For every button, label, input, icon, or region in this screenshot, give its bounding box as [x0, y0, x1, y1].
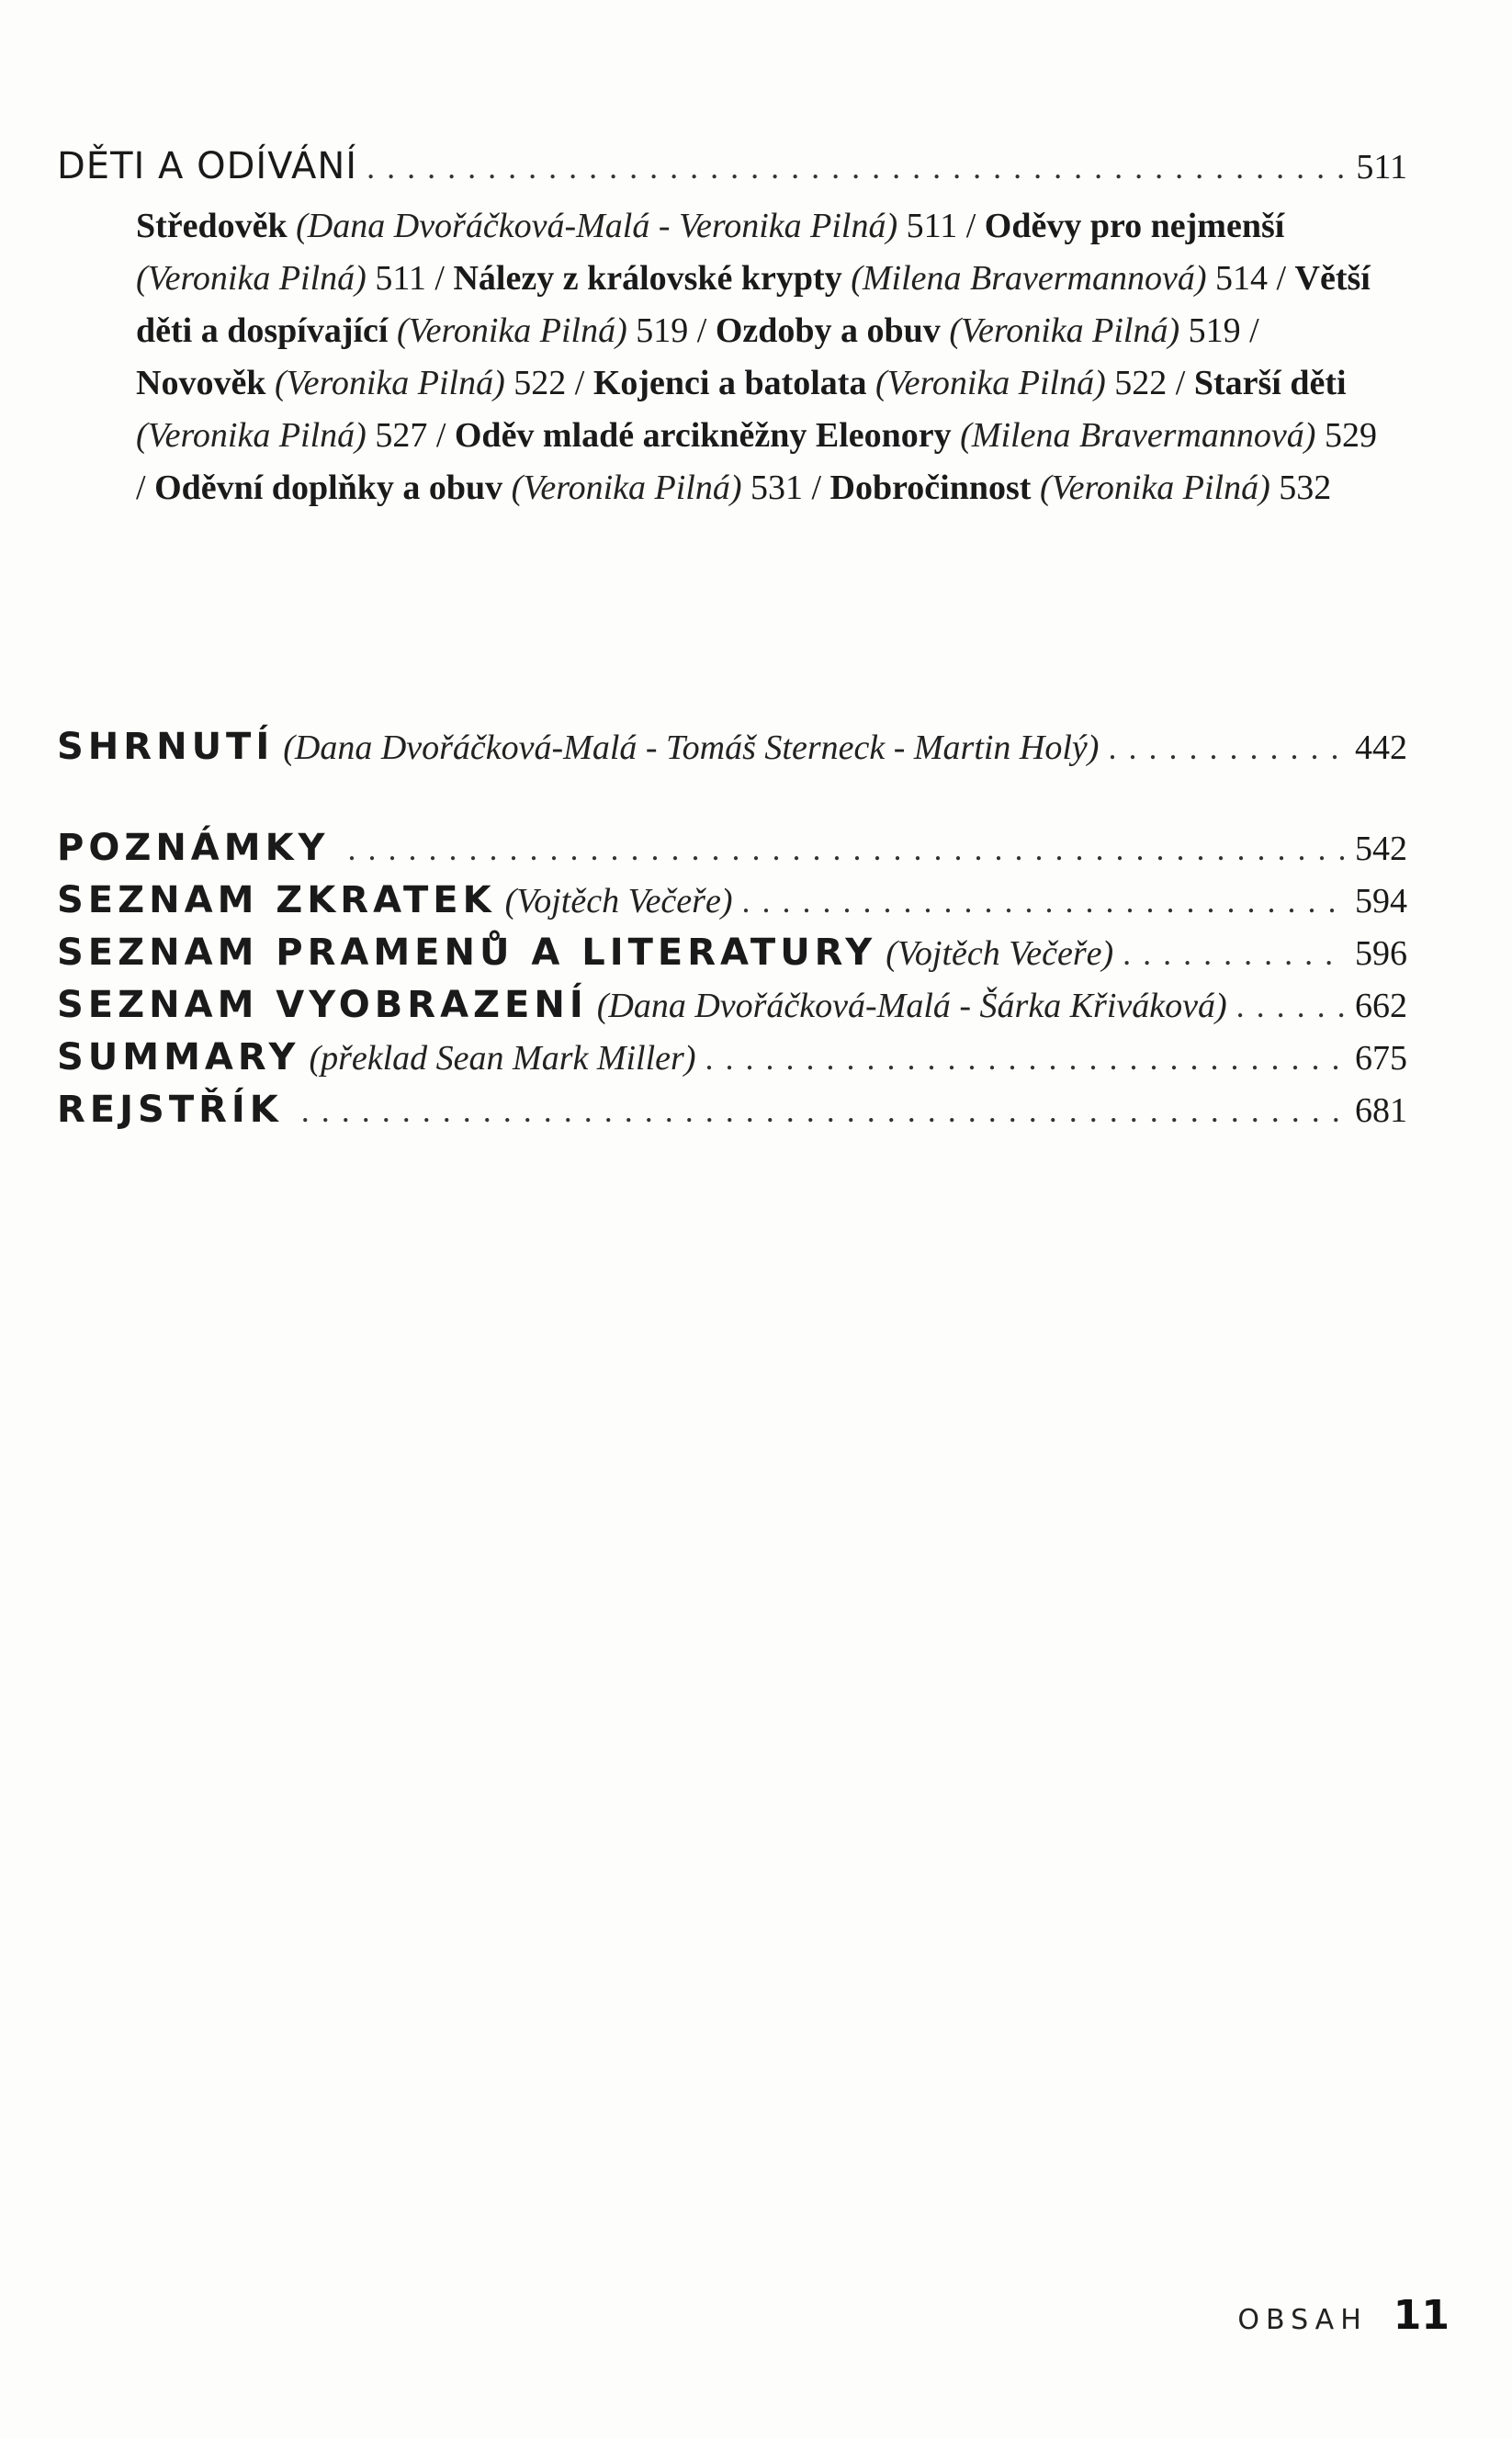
- subsection-title: Středověk: [136, 207, 288, 245]
- entry-title: SEZNAM VYOBRAZENÍ: [57, 984, 588, 1026]
- subsection-title: Oděvní doplňky a obuv: [154, 469, 503, 507]
- subsection-authors: (Milena Bravermannová): [960, 416, 1316, 455]
- running-footer-label: OBSAH: [1237, 2304, 1368, 2336]
- subsection-authors: (Veronika Pilná): [136, 416, 367, 455]
- toc-entry-shrnuti: [57, 726, 1407, 768]
- leader-dots: [705, 1039, 1346, 1078]
- subsection-page: 529: [1324, 416, 1377, 455]
- entry-authors: (Dana Dvořáčková-Malá - Tomáš Sterneck - Martin Holý): [283, 728, 1100, 767]
- folio-page-number: 11: [1393, 2292, 1450, 2339]
- page-footer: [1237, 2292, 1450, 2339]
- page-number: 442: [1355, 728, 1407, 767]
- subsection-item: [455, 416, 1377, 455]
- leader-dots: [1123, 934, 1346, 973]
- entry-title: REJSTŘÍK: [57, 1089, 283, 1131]
- subsection-title: Novověk: [136, 364, 266, 402]
- page-number: 542: [1355, 830, 1407, 868]
- subsection-title: Oděv mladé arcikněžny Eleonory: [454, 416, 952, 455]
- subsection-authors: (Dana Dvořáčková-Malá - Veronika Pilná): [296, 207, 898, 245]
- separator: /: [136, 469, 146, 507]
- subsection-item: [453, 259, 1268, 298]
- subsection-authors: (Veronika Pilná): [874, 364, 1106, 402]
- entry-authors: (Vojtěch Večeře): [504, 882, 733, 920]
- page-number: 594: [1355, 882, 1407, 920]
- separator: /: [965, 207, 976, 245]
- toc-entry-rejstrik: [57, 1089, 1407, 1131]
- subsection-page: 531: [750, 469, 803, 507]
- separator: /: [574, 364, 585, 402]
- toc-entry-deti-a-odivani: [57, 145, 1407, 187]
- subsection-title: Kojenci a batolata: [592, 364, 867, 402]
- toc-entry-seznam-pramenu: [57, 932, 1407, 974]
- page-number: 662: [1355, 987, 1407, 1025]
- subsection-page: 522: [1114, 364, 1168, 402]
- subsection-title: Starší děti: [1193, 364, 1347, 402]
- separator: /: [696, 311, 707, 350]
- leader-dots: [1108, 728, 1346, 767]
- separator: /: [434, 259, 445, 298]
- entry-title: SEZNAM ZKRATEK: [57, 879, 496, 921]
- subsection-authors: (Veronika Pilná): [511, 469, 742, 507]
- subsection-item: [830, 469, 1332, 507]
- separator: /: [435, 416, 446, 455]
- entry-authors: (Vojtěch Večeře): [886, 934, 1114, 973]
- section-title: DĚTI A ODÍVÁNÍ: [57, 145, 358, 187]
- subsection-title: Oděvy pro nejmenší: [984, 207, 1285, 245]
- subsection-page: 532: [1279, 469, 1332, 507]
- toc-entry-seznam-zkratek: [57, 879, 1407, 921]
- toc-entry-poznamky: [57, 827, 1407, 869]
- page-number: 675: [1355, 1039, 1407, 1078]
- page-number: 511: [1356, 148, 1407, 186]
- subsection-item: [154, 469, 803, 507]
- separator: /: [1249, 311, 1259, 350]
- page-number: 681: [1355, 1091, 1407, 1130]
- subsection-page: 519: [1188, 311, 1241, 350]
- toc-entry-summary: [57, 1036, 1407, 1078]
- entry-authors: (překlad Sean Mark Miller): [309, 1039, 696, 1078]
- subsection-authors: (Veronika Pilná): [1039, 469, 1270, 507]
- leader-dots: [1236, 987, 1346, 1025]
- entry-title: SHRNUTÍ: [57, 726, 275, 768]
- subsection-title: Ozdoby a obuv: [715, 311, 941, 350]
- toc-entry-seznam-vyobrazeni: [57, 984, 1407, 1026]
- entry-authors: (Dana Dvořáčková-Malá - Šárka Křiváková): [596, 987, 1227, 1025]
- leader-dots: [348, 830, 1346, 868]
- subsection-item: [593, 364, 1167, 402]
- subsection-item: [136, 364, 566, 402]
- subsection-page: 519: [636, 311, 689, 350]
- subsection-page: 527: [375, 416, 428, 455]
- entry-title: SUMMARY: [57, 1036, 300, 1078]
- separator: /: [811, 469, 822, 507]
- subsection-title: Dobročinnost: [829, 469, 1032, 507]
- subsection-title: Větší děti a dospívající: [136, 259, 1371, 350]
- entry-title: POZNÁMKY: [57, 827, 330, 869]
- subsection-page: 522: [513, 364, 567, 402]
- subsection-list: [136, 200, 1385, 514]
- separator: /: [1175, 364, 1186, 402]
- entry-title: SEZNAM PRAMENŮ A LITERATURY: [57, 932, 877, 974]
- subsection-authors: (Milena Bravermannová): [851, 259, 1207, 298]
- subsection-page: 511: [375, 259, 426, 298]
- subsection-item: [716, 311, 1241, 350]
- subsection-authors: (Veronika Pilná): [136, 259, 367, 298]
- subsection-page: 511: [906, 207, 958, 245]
- subsection-item: [136, 207, 957, 245]
- leader-dots: [367, 148, 1347, 186]
- separator: /: [1276, 259, 1287, 298]
- leader-dots: [301, 1091, 1346, 1130]
- subsection-title: Nálezy z královské krypty: [453, 259, 842, 298]
- page-number: 596: [1355, 934, 1407, 973]
- subsection-page: 514: [1214, 259, 1268, 298]
- subsection-authors: (Veronika Pilná): [396, 311, 627, 350]
- leader-dots: [741, 882, 1346, 920]
- subsection-authors: (Veronika Pilná): [949, 311, 1180, 350]
- subsection-authors: (Veronika Pilná): [274, 364, 505, 402]
